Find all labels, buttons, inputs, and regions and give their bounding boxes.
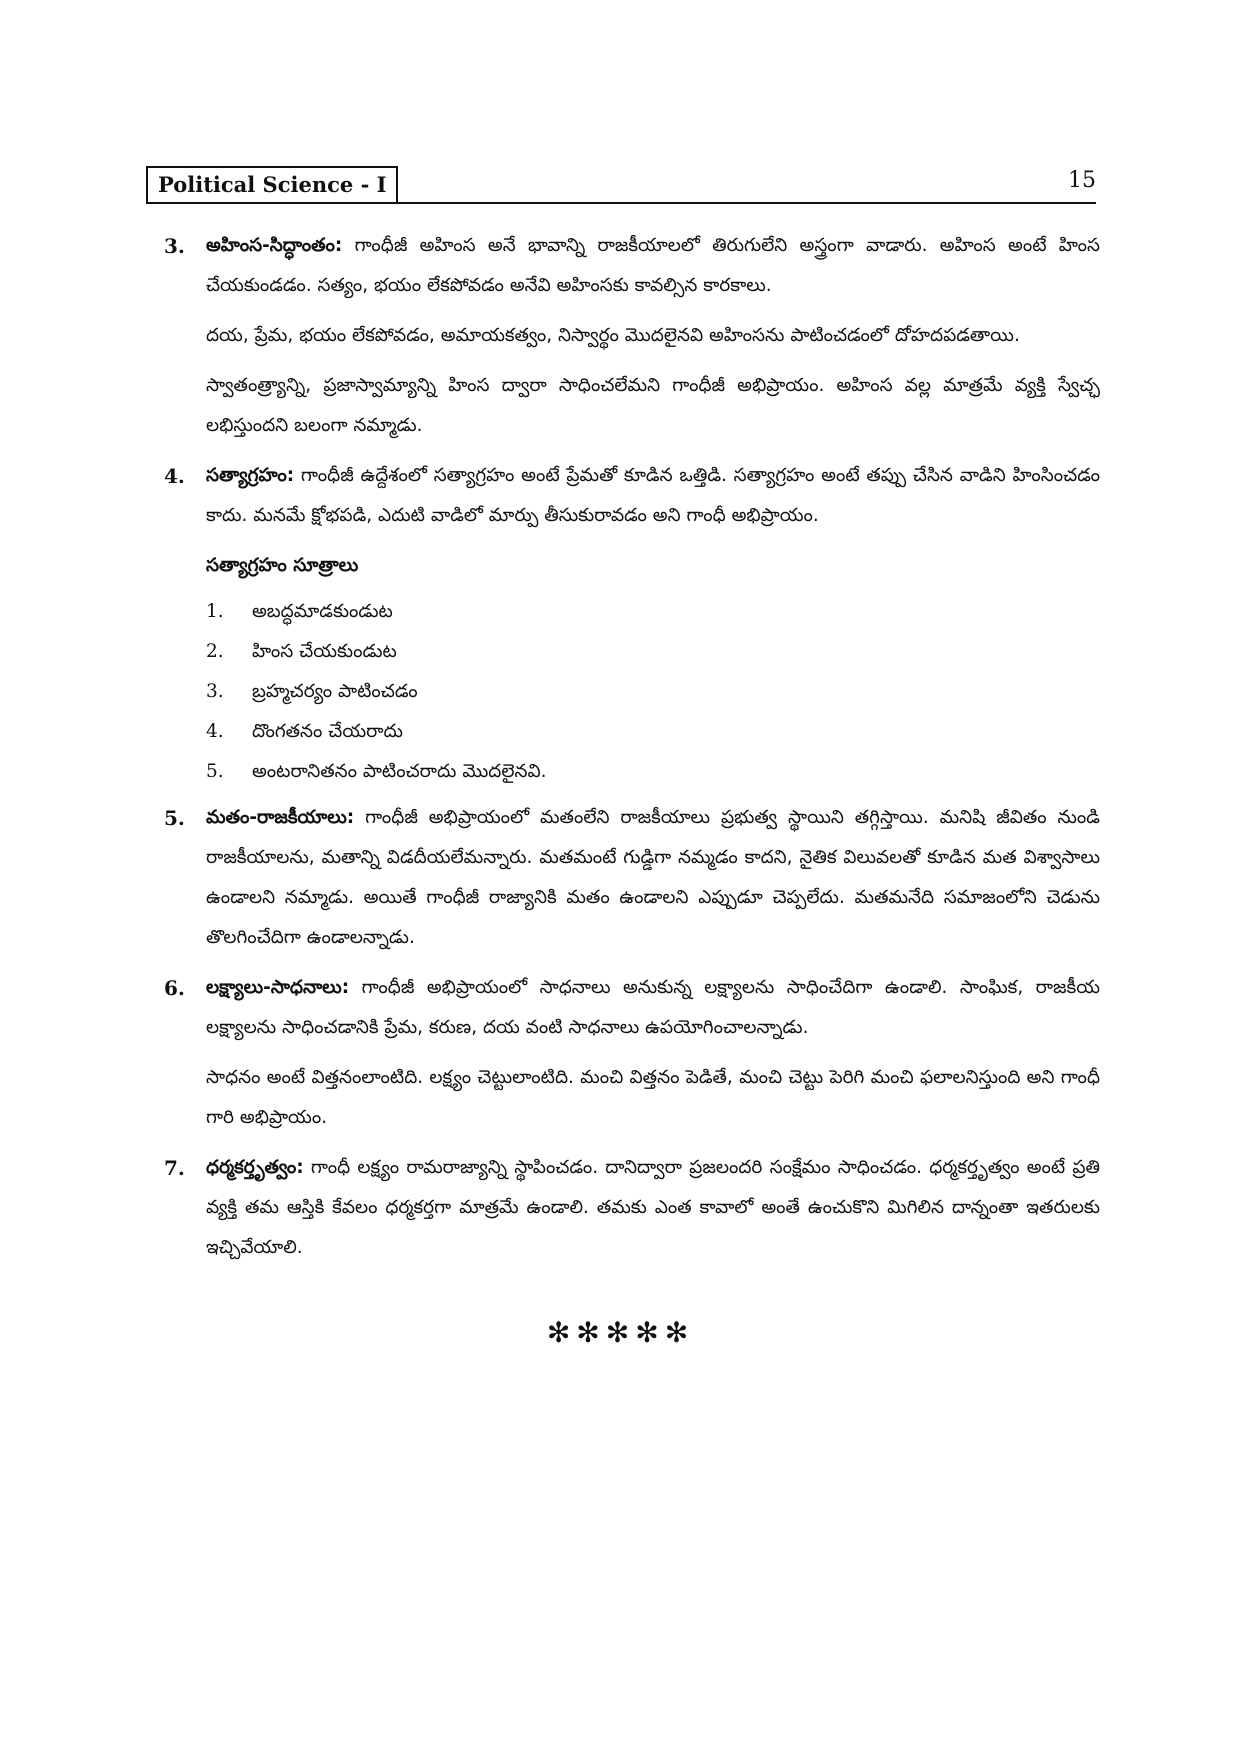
satyagraha-principles-list xyxy=(206,592,1100,792)
section-paragraph xyxy=(206,456,1100,536)
satyagraha-principles-heading: సత్యాగ్రహం సూత్రాలు xyxy=(206,555,359,576)
section-number: 6. xyxy=(164,976,185,1000)
list-item xyxy=(206,752,1100,792)
section-heading: సత్యాగ్రహం: xyxy=(206,465,295,486)
section-paragraph xyxy=(206,1148,1100,1268)
paragraph-text: గాంధీజీ అభిప్రాయంలో మతంలేని రాజకీయాలు ప్రభుత్వ స్థాయిని తగ్గిస్తాయి. మనిషి జీవితం నుండి రాజకీయాలను, మతాన్ని విడదీయలేమన్నారు. మతమంటే గుడ్డిగా నమ్మడం కాదని, నైతిక విలువలతో కూడిన మత విశ్వాసాలు ఉండాలని నమ్మాడు. అయితే గాంధీజీ రాజ్యానికి మతం ఉండాలని ఎప్పుడూ చెప్పలేదు. మతమనేది సమాజంలోని చెడును తొలగించేదిగా ఉండాలన్నాడు. xyxy=(206,807,1100,948)
list-item-text: దొంగతనం చేయరాదు xyxy=(252,721,403,742)
list-item-number: 3. xyxy=(206,681,224,702)
list-item-text: హింస చేయకుండుట xyxy=(252,641,397,662)
section-paragraph xyxy=(206,968,1100,1048)
list-item xyxy=(206,712,1100,752)
section-ahimsa xyxy=(164,226,1100,446)
list-item-number: 5. xyxy=(206,761,224,782)
section-heading: లక్ష్యాలు-సాధనాలు: xyxy=(206,977,350,998)
section-paragraph: దయ, ప్రేమ, భయం లేకపోవడం, అమాయకత్వం, నిస్వార్థం మొదలైనవి అహింసను పాటించడంలో దోహదపడతాయి. xyxy=(206,325,1020,346)
section-paragraph: స్వాతంత్ర్యాన్ని, ప్రజాస్వామ్యాన్ని హింస ద్వారా సాధించలేమని గాంధీజీ అభిప్రాయం. అహింస వల్ల మాత్రమే వ్యక్తి స్వేచ్ఛ లభిస్తుందని బలంగా నమ్మాడు. xyxy=(206,375,1100,436)
section-religion-politics xyxy=(164,798,1100,958)
section-heading: మతం-రాజకీయాలు: xyxy=(206,807,355,828)
paragraph-text: గాంధీ లక్ష్యం రామరాజ్యాన్ని స్థాపించడం. దానిద్వారా ప్రజలందరి సంక్షేమం సాధించడం. ధర్మకర్తృత్వం అంటే ప్రతి వ్యక్తి తమ ఆస్తికి కేవలం ధర్మకర్తగా మాత్రమే ఉండాలి. తమకు ఎంత కావాలో అంతే ఉంచుకొని మిగిలిన దాన్నంతా ఇతరులకు ఇచ్చివేయాలి. xyxy=(206,1157,1100,1258)
end-ornament: ✻✻✻✻✻ xyxy=(546,1316,695,1349)
list-item-text: అబద్ధమాడకుండుట xyxy=(252,601,393,622)
section-trusteeship xyxy=(164,1148,1100,1268)
header-rule xyxy=(146,202,1096,204)
list-item xyxy=(206,672,1100,712)
section-paragraph xyxy=(206,226,1100,306)
paragraph-text: గాంధీజీ అహింస అనే భావాన్ని రాజకీయాలలో తిరుగులేని అస్త్రంగా వాడారు. అహింస అంటే హింస చేయకుండడం. సత్యం, భయం లేకపోవడం అనేవి అహింసకు కావల్సిన కారకాలు. xyxy=(206,235,1100,296)
section-number: 3. xyxy=(164,234,185,258)
section-paragraph: సాధనం అంటే విత్తనంలాంటిది. లక్ష్యం చెట్టులాంటిది. మంచి విత్తనం పెడితే, మంచి చెట్టు పెరిగి మంచి ఫలాలనిస్తుంది అని గాంధీ గారి అభిప్రాయం. xyxy=(206,1067,1100,1128)
page-header xyxy=(146,166,1096,204)
section-paragraph xyxy=(206,798,1100,958)
list-item-text: అంటరానితనం పాటించరాదు మొదలైనవి. xyxy=(252,761,547,782)
course-title-box: Political Science - I xyxy=(146,166,398,204)
list-item-number: 2. xyxy=(206,641,224,662)
section-heading: అహింస-సిద్ధాంతం: xyxy=(206,235,343,256)
list-item xyxy=(206,632,1100,672)
list-item-number: 4. xyxy=(206,721,224,742)
section-number: 7. xyxy=(164,1156,185,1180)
paragraph-text: గాంధీజీ ఉద్దేశంలో సత్యాగ్రహం అంటే ప్రేమతో కూడిన ఒత్తిడి. సత్యాగ్రహం అంటే తప్పు చేసిన వాడిని హింసించడం కాదు. మనమే క్షోభపడి, ఎదుటి వాడిలో మార్పు తీసుకురావడం అని గాంధీ అభిప్రాయం. xyxy=(206,465,1100,526)
section-number: 4. xyxy=(164,464,185,488)
page-number: 15 xyxy=(1068,168,1096,193)
list-item-text: బ్రహ్మచర్యం పాటించడం xyxy=(252,681,418,702)
list-item xyxy=(206,592,1100,632)
section-ends-means xyxy=(164,968,1100,1138)
page-content xyxy=(164,226,1100,1278)
section-satyagraha xyxy=(164,456,1100,792)
paragraph-text: గాంధీజీ అభిప్రాయంలో సాధనాలు అనుకున్న లక్ష్యాలను సాధించేదిగా ఉండాలి. సాంఘిక, రాజకీయ లక్ష్యాలను సాధించడానికి ప్రేమ, కరుణ, దయ వంటి సాధనాలు ఉపయోగించాలన్నాడు. xyxy=(206,977,1100,1038)
section-number: 5. xyxy=(164,806,185,830)
section-heading: ధర్మకర్తృత్వం: xyxy=(206,1157,304,1178)
list-item-number: 1. xyxy=(206,601,224,622)
